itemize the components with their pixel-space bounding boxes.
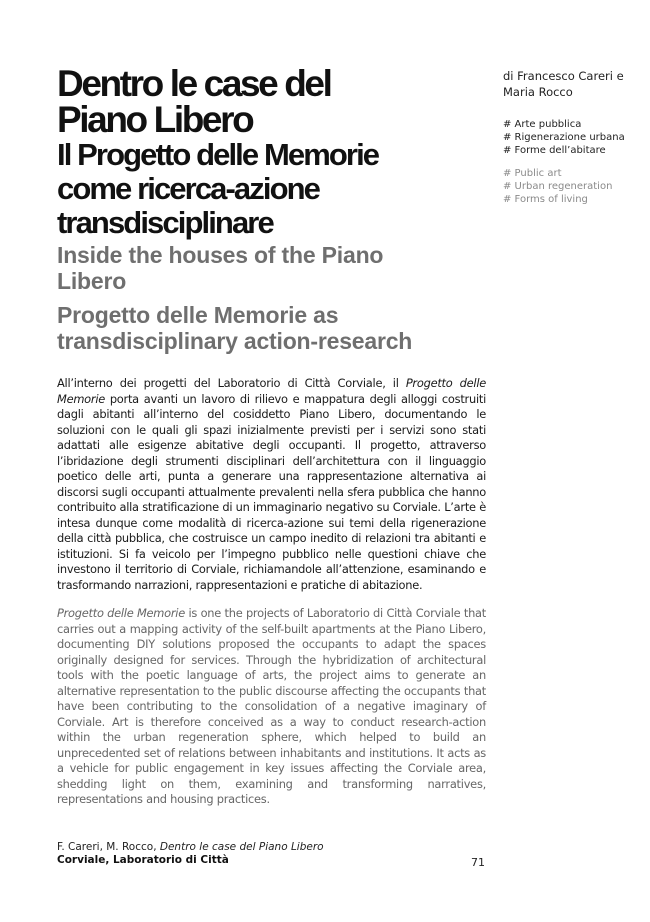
footer-citation-line (57, 841, 324, 854)
abstract-italian (57, 376, 486, 593)
footer-citation (57, 841, 324, 867)
abstract-italian-paragraph (57, 376, 486, 593)
title-sub-line1: Il Progetto delle Memorie (57, 137, 379, 172)
project-title-italic: Progetto delle Memorie (57, 376, 486, 406)
abstract-english-text: is one the projects of Laboratorio di Città Corviale that carries out a mapping activity of the self-built apartments at the Piano Libero, documenting DIY solutions proposed the occupants to adapt the spaces originally designed for services. Through the hybridization of architectural tools with the poetic language of arts, the project aims to generate an alternative representation to the public discourse affecting the occupants that have been contributing to the consolidation of a negative imaginary of Corviale. Art is therefore conceived as a way to conduct research-action within the urban regeneration sphere, which helped to build an unprecedented set of relations between inhabitants and institutions. It acts as a vehicle for public engagement in key issues affecting the Corviale area, shedding light on them, examining and transforming narratives, representations and housing practices. (57, 606, 486, 806)
tag-item: # Arte pubblica (503, 119, 582, 130)
tag-item: # Forme dell’abitare (503, 145, 606, 156)
tag-item: # Rigenerazione urbana (503, 132, 625, 143)
publication-name: Corviale, Laboratorio di Città (57, 854, 229, 866)
sidebar-meta (503, 68, 643, 206)
tags-italian (503, 118, 643, 157)
abstract-english (57, 606, 486, 808)
title-main-line1: Dentro le case del (57, 63, 331, 104)
citation-title: Dentro le case del Piano Libero (159, 841, 324, 853)
title-sub-line2: come ricerca-azione (57, 171, 319, 206)
citation-authors: F. Careri, M. Rocco, (57, 841, 160, 853)
abstract-english-paragraph (57, 606, 486, 808)
project-title-italic: Progetto delle Memorie (57, 606, 185, 620)
title-sub-line3: transdisciplinare (57, 205, 273, 240)
tag-item: # Urban regeneration (503, 181, 613, 192)
title-main-line2: Piano Libero (57, 99, 253, 140)
tag-item: # Public art (503, 168, 562, 179)
title-en-sub-line2: transdisciplinary action-research (57, 328, 413, 354)
title-en-sub-line1: Progetto delle Memorie as (57, 302, 339, 328)
authors-line1: di Francesco Careri e (503, 69, 624, 83)
page-number: 71 (471, 856, 485, 869)
abstract-italian-intro: All’interno dei progetti del Laboratorio di Città Corviale, il (57, 376, 406, 390)
title-en-line2: Libero (57, 268, 127, 294)
tags-english (503, 167, 643, 206)
tag-item: # Forms of living (503, 194, 588, 205)
authors-line2: Maria Rocco (503, 85, 573, 99)
title-block (57, 63, 487, 354)
title-en-line1: Inside the houses of the Piano (57, 242, 384, 268)
abstract-italian-text: porta avanti un lavoro di rilievo e mappatura degli alloggi costruiti dagli abitanti all’interno del cosiddetto Piano Libero, documentando le soluzioni con le quali gli spazi inizialmente previsti per i servizi sono stati adattati alle esigenze abitative degli occupanti. Il progetto, attraverso l’ibridazione degli strumenti disciplinari dell’architettura con il linguaggio poetico delle arti, punta a generare una rappresentazione alternativa ai discorsi sugli occupanti attualmente prevalenti nella sfera pubblica che hanno contribuito alla stratificazione di un immaginario negativo su Corviale. L’arte è intesa dunque come modalità di ricerca-azione sui temi della rigenerazione della città pubblica, che costruisce un campo inedito di relazioni tra abitanti e istituzioni. Si fa veicolo per l’impegno pubblico nelle questioni chiave che investono il territorio di Corviale, richiamandole all’attenzione, esaminando e trasformando narrazioni, rappresentazioni e pratiche di abitazione. (57, 391, 486, 592)
authors (503, 68, 643, 100)
